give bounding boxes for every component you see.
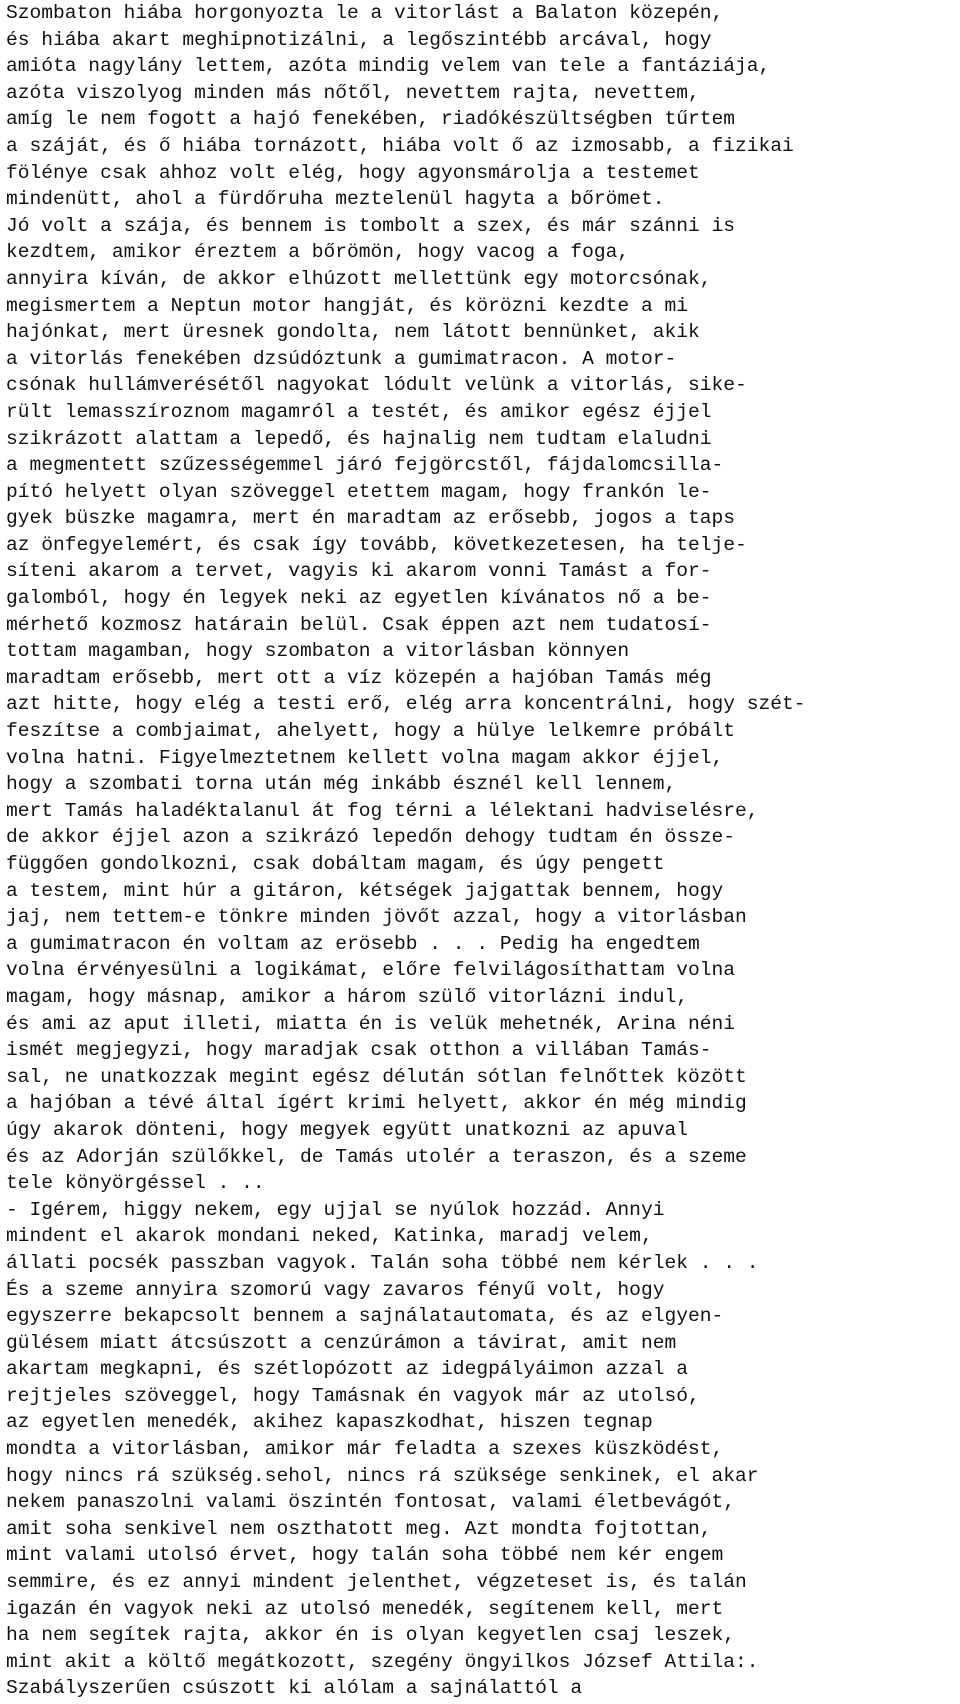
text-line: azt hitte, hogy elég a testi erő, elég arra koncentrálni, hogy szét- — [6, 693, 806, 716]
text-line: igazán én vagyok neki az utolsó menedék, segítenem kell, mert — [6, 1597, 724, 1620]
text-line: mindenütt, ahol a fürdőruha meztelenül hagyta a bőrömet. — [6, 188, 665, 211]
text-line: fölénye csak ahhoz volt elég, hogy agyonsmárolja a testemet — [6, 161, 700, 184]
text-line: a megmentett szűzességemmel járó fejgörcstől, fájdalomcsilla- — [6, 454, 724, 477]
text-line: az önfegyelemért, és csak így tovább, következetesen, ha telje- — [6, 533, 747, 556]
text-line: magam, hogy másnap, amikor a három szülő vitorlázni indul, — [6, 985, 688, 1008]
text-line: mint valami utolsó érvet, hogy talán soha többé nem kér engem — [6, 1544, 724, 1567]
text-line: azóta viszolyog minden más nőtől, nevettem rajta, nevettem, — [6, 81, 700, 104]
text-line: de akkor éjjel azon a szikrázó lepedőn dehogy tudtam én össze- — [6, 826, 736, 849]
text-line: és ami az aput illeti, miatta én is velük mehetnék, Arina néni — [6, 1012, 736, 1035]
text-line: mondta a vitorlásban, amikor már feladta a szexes küszködést, — [6, 1438, 724, 1461]
text-line: a száját, és ő hiába tornázott, hiába volt ő az izmosabb, a fizikai — [6, 134, 794, 157]
text-line: mindent el akarok mondani neked, Katinka, maradj velem, — [6, 1225, 653, 1248]
text-line: Szabályszerűen csúszott ki alólam a sajnálattól a — [6, 1677, 583, 1700]
text-line: hogy a szombati torna után még inkább észnél kell lennem, — [6, 773, 677, 796]
text-line: hajónkat, mert üresnek gondolta, nem látott bennünket, akik — [6, 321, 700, 344]
text-line: a testem, mint húr a gitáron, kétségek jajgattak bennem, hogy — [6, 879, 724, 902]
text-line: feszítse a combjaimat, ahelyett, hogy a hülye lelkemre próbált — [6, 720, 736, 743]
text-line: akartam megkapni, és szétlopózott az idegpályáimon azzal a — [6, 1358, 688, 1381]
text-line: amit soha senkivel nem oszthatott meg. Azt mondta fojtottan, — [6, 1517, 712, 1540]
text-line: ha nem segítek rajta, akkor én is olyan kegyetlen csaj leszek, — [6, 1624, 736, 1647]
text-line: és az Adorján szülőkkel, de Tamás utolér a teraszon, és a szeme — [6, 1145, 747, 1168]
text-line: tottam magamban, hogy szombaton a vitorlásban könnyen — [6, 640, 630, 663]
text-line: hogy nincs rá szükség.sehol, nincs rá szüksége senkinek, el akar — [6, 1464, 759, 1487]
text-line: nekem panaszolni valami öszintén fontosat, valami életbevágót, — [6, 1491, 736, 1514]
text-line: síteni akarom a tervet, vagyis ki akarom vonni Tamást a for- — [6, 560, 712, 583]
text-line: a vitorlás fenekében dzsúdóztunk a gumimatracon. A motor- — [6, 347, 677, 370]
text-line: És a szeme annyira szomorú vagy zavaros fényű volt, hogy — [6, 1278, 665, 1301]
text-line: szikrázott alattam a lepedő, és hajnalig nem tudtam elaludni — [6, 427, 712, 450]
text-line: a gumimatracon én voltam az erösebb . . . Pedig ha engedtem — [6, 932, 700, 955]
text-line: függően gondolkozni, csak dobáltam magam, és úgy pengett — [6, 853, 665, 875]
text-line: tele könyörgéssel . .. — [6, 1172, 265, 1195]
text-line: - Igérem, higgy nekem, egy ujjal se nyúlok hozzád. Annyi — [6, 1198, 665, 1221]
text-line: annyira kíván, de akkor elhúzott mellettünk egy motorcsónak, — [6, 267, 712, 290]
text-line: mérhető kozmosz határain belül. Csak éppen azt nem tudatosí- — [6, 613, 712, 636]
text-line: csónak hullámverésétől nagyokat lódult velünk a vitorlás, sike- — [6, 374, 747, 397]
text-line: állati pocsék passzban vagyok. Talán soha többé nem kérlek . . . — [6, 1251, 759, 1274]
text-line: rejtjeles szöveggel, hogy Tamásnak én vagyok már az utolsó, — [6, 1384, 700, 1407]
text-line: semmire, és ez annyi mindent jelenthet, végzeteset is, és talán — [6, 1571, 747, 1594]
text-line: mint akit a költő megátkozott, szegény öngyilkos József Attila:. — [6, 1650, 759, 1673]
text-line: amióta nagylány lettem, azóta mindig velem van tele a fantáziája, — [6, 55, 771, 78]
text-line: volna hatni. Figyelmeztetnem kellett volna magam akkor éjjel, — [6, 746, 724, 769]
text-line: az egyetlen menedék, akihez kapaszkodhat, hiszen tegnap — [6, 1411, 653, 1434]
text-line: a hajóban a tévé által ígért krimi helyett, akkor én még mindig — [6, 1092, 747, 1115]
text-line: ismét megjegyzi, hogy maradjak csak otthon a villában Tamás- — [6, 1039, 712, 1062]
text-line: gyek büszke magamra, mert én maradtam az erősebb, jogos a taps — [6, 507, 736, 530]
text-line: Szombaton hiába horgonyozta le a vitorlást a Balaton közepén, — [6, 2, 724, 24]
text-line: rült lemasszíroznom magamról a testét, és amikor egész éjjel — [6, 400, 712, 423]
text-line: gülésem miatt átcsúszott a cenzúrámon a távirat, amit nem — [6, 1331, 677, 1354]
text-line: galomból, hogy én legyek neki az egyetlen kívánatos nő a be- — [6, 587, 712, 610]
text-line: sal, ne unatkozzak megint egész délután sótlan felnőttek között — [6, 1065, 747, 1088]
text-line: maradtam erősebb, mert ott a víz közepén a hajóban Tamás még — [6, 666, 712, 689]
text-line: amíg le nem fogott a hajó fenekében, riadókészültségben tűrtem — [6, 108, 736, 131]
text-line: jaj, nem tettem-e tönkre minden jövőt azzal, hogy a vitorlásban — [6, 906, 747, 929]
text-line: egyszerre bekapcsolt bennem a sajnálatautomata, és az elgyen- — [6, 1305, 724, 1328]
text-line: Jó volt a szája, és bennem is tombolt a szex, és már szánni is — [6, 214, 736, 237]
text-line: mert Tamás haladéktalanul át fog térni a lélektani hadviselésre, — [6, 799, 759, 822]
text-line: pító helyett olyan szöveggel etettem magam, hogy frankón le- — [6, 480, 712, 503]
text-line: megismertem a Neptun motor hangját, és körözni kezdte a mi — [6, 294, 688, 317]
text-line: úgy akarok dönteni, hogy megyek együtt unatkozni az apuval — [6, 1118, 688, 1141]
text-line: volna érvényesülni a logikámat, előre felvilágosíthattam volna — [6, 959, 736, 982]
text-line: és hiába akart meghipnotizálni, a legőszintébb arcával, hogy — [6, 28, 712, 51]
text-line: kezdtem, amikor éreztem a bőrömön, hogy vacog a foga, — [6, 241, 630, 264]
